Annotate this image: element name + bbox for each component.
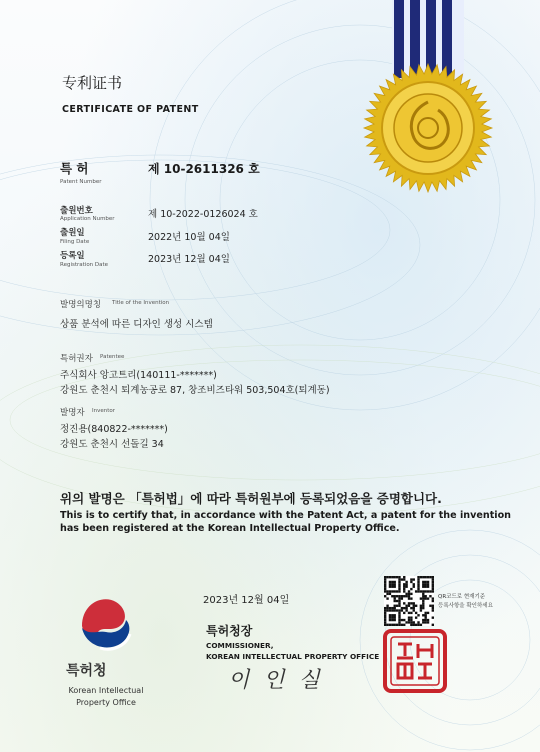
qr-module	[410, 616, 412, 618]
qr-module	[391, 607, 393, 609]
qr-module	[420, 576, 422, 578]
qr-module	[384, 621, 386, 623]
qr-module	[427, 590, 429, 592]
qr-module	[432, 590, 434, 592]
qr-module	[413, 607, 415, 609]
title-english: CERTIFICATE OF PATENT	[62, 104, 199, 115]
qr-module	[398, 614, 400, 616]
qr-module	[401, 607, 403, 609]
qr-module	[417, 578, 419, 580]
qr-module	[415, 624, 417, 626]
qr-module	[432, 624, 434, 626]
patent-label: 특 허	[60, 161, 89, 176]
qr-module	[405, 595, 407, 597]
registration-label: 등록일	[60, 251, 85, 261]
qr-module	[396, 590, 398, 592]
qr-module	[398, 578, 400, 580]
qr-module	[384, 590, 386, 592]
qr-module	[408, 602, 410, 604]
qr-module	[389, 593, 391, 595]
qr-module	[410, 588, 412, 590]
qr-module	[422, 619, 424, 621]
kipo-logo-icon	[72, 590, 138, 656]
official-stamp	[382, 628, 448, 694]
qr-module	[410, 621, 412, 623]
qr-module	[432, 616, 434, 618]
qr-module	[420, 607, 422, 609]
qr-module	[389, 590, 391, 592]
invention-title: 상품 분석에 따른 디자인 생성 시스템	[60, 319, 213, 330]
qr-module	[396, 624, 398, 626]
qr-module	[394, 581, 396, 583]
qr-module	[398, 597, 400, 599]
qr-module	[384, 588, 386, 590]
qr-module	[394, 605, 396, 607]
qr-module	[420, 624, 422, 626]
qr-module	[398, 602, 400, 604]
organization-name-en-line-1: Korean Intellectual	[68, 686, 144, 695]
qr-module	[427, 619, 429, 621]
qr-module	[408, 619, 410, 621]
qr-module	[394, 590, 396, 592]
qr-module	[413, 605, 415, 607]
patentee-label-en: Patentee	[100, 354, 125, 360]
qr-module	[391, 583, 393, 585]
qr-module	[394, 583, 396, 585]
qr-module	[391, 619, 393, 621]
commissioner-title-en-line-2: KOREAN INTELLECTUAL PROPERTY OFFICE	[206, 652, 380, 661]
qr-module	[415, 612, 417, 614]
qr-module	[422, 602, 424, 604]
inventor-name: 정진용(840822-*******)	[60, 424, 168, 435]
qr-module	[424, 614, 426, 616]
qr-module	[408, 605, 410, 607]
qr-module	[424, 619, 426, 621]
qr-module	[413, 624, 415, 626]
qr-module	[413, 586, 415, 588]
qr-module	[415, 590, 417, 592]
qr-module	[429, 590, 431, 592]
qr-module	[389, 624, 391, 626]
qr-module	[420, 609, 422, 611]
qr-module	[427, 612, 429, 614]
qr-module	[420, 605, 422, 607]
qr-module	[405, 581, 407, 583]
qr-module	[391, 609, 393, 611]
qr-module	[384, 616, 386, 618]
declaration-english-line-2: has been registered at the Korean Intellectual Property Office.	[60, 523, 400, 534]
qr-module	[391, 581, 393, 583]
qr-module	[405, 583, 407, 585]
qr-module	[424, 621, 426, 623]
qr-module	[432, 581, 434, 583]
qr-module	[394, 614, 396, 616]
qr-module	[389, 581, 391, 583]
qr-module	[410, 619, 412, 621]
inventor-label: 발명자	[60, 408, 85, 418]
qr-module	[403, 595, 405, 597]
qr-module	[398, 600, 400, 602]
qr-module	[394, 600, 396, 602]
qr-module	[405, 609, 407, 611]
qr-module	[432, 609, 434, 611]
qr-module	[398, 581, 400, 583]
qr-module	[391, 595, 393, 597]
qr-module	[410, 607, 412, 609]
qr-module	[424, 583, 426, 585]
qr-module	[432, 583, 434, 585]
qr-module	[403, 578, 405, 580]
qr-module	[398, 612, 400, 614]
qr-module	[417, 583, 419, 585]
qr-module	[422, 593, 424, 595]
qr-module	[389, 583, 391, 585]
qr-module	[424, 595, 426, 597]
qr-module	[398, 605, 400, 607]
qr-module	[398, 616, 400, 618]
qr-module	[415, 605, 417, 607]
qr-module	[432, 586, 434, 588]
qr-module	[389, 609, 391, 611]
qr-module	[403, 602, 405, 604]
qr-module	[424, 586, 426, 588]
seal-inner	[394, 94, 462, 162]
qr-module	[398, 588, 400, 590]
qr-module	[413, 578, 415, 580]
qr-module	[432, 607, 434, 609]
qr-module	[422, 607, 424, 609]
organization-name-en-line-2: Property Office	[76, 698, 136, 707]
qr-module	[384, 612, 386, 614]
qr-module	[413, 609, 415, 611]
qr-module	[391, 624, 393, 626]
qr-module	[422, 614, 424, 616]
qr-module	[391, 586, 393, 588]
qr-caption	[438, 593, 493, 611]
declaration-english-line-1: This is to certify that, in accordance with the Patent Act, a patent for the invention	[60, 510, 511, 521]
qr-module	[410, 581, 412, 583]
qr-module	[413, 583, 415, 585]
qr-module	[403, 576, 405, 578]
filing-label-en: Filing Date	[60, 239, 90, 245]
qr-module	[408, 590, 410, 592]
patentee-name: 주식회사 앙고트리(140111-*******)	[60, 370, 217, 381]
qr-module	[422, 583, 424, 585]
qr-module	[432, 576, 434, 578]
qr-module	[417, 581, 419, 583]
qr-module	[398, 590, 400, 592]
qr-caption-line-1: QR코드로 현재기준	[438, 594, 486, 600]
inventor-label-en: Inventor	[92, 408, 116, 414]
qr-module	[398, 583, 400, 585]
qr-module	[427, 581, 429, 583]
qr-module	[384, 595, 386, 597]
qr-module	[401, 619, 403, 621]
qr-module	[384, 578, 386, 580]
qr-module	[391, 576, 393, 578]
qr-module	[417, 590, 419, 592]
qr-module	[398, 609, 400, 611]
registration-label-en: Registration Date	[60, 262, 109, 268]
qr-module	[398, 576, 400, 578]
qr-module	[384, 586, 386, 588]
qr-module	[401, 578, 403, 580]
qr-module	[405, 621, 407, 623]
qr-module	[424, 597, 426, 599]
qr-module	[401, 597, 403, 599]
qr-module	[413, 621, 415, 623]
qr-module	[422, 581, 424, 583]
commissioner-signature: 이인실	[228, 668, 334, 693]
commissioner-title: 특허청장	[206, 624, 253, 638]
qr-module	[427, 576, 429, 578]
qr-module	[429, 605, 431, 607]
qr-module	[422, 605, 424, 607]
qr-module	[394, 597, 396, 599]
qr-module	[432, 588, 434, 590]
qr-module	[403, 586, 405, 588]
qr-module	[410, 578, 412, 580]
qr-module	[405, 593, 407, 595]
qr-module	[384, 581, 386, 583]
qr-module	[384, 619, 386, 621]
qr-module	[427, 586, 429, 588]
qr-module	[389, 614, 391, 616]
qr-module	[401, 595, 403, 597]
qr-module	[384, 607, 386, 609]
qr-module	[424, 616, 426, 618]
qr-module	[398, 621, 400, 623]
qr-module	[396, 600, 398, 602]
qr-module	[403, 607, 405, 609]
qr-module	[422, 586, 424, 588]
qr-module	[410, 597, 412, 599]
qr-module	[410, 602, 412, 604]
qr-module	[422, 597, 424, 599]
qr-module	[410, 624, 412, 626]
qr-module	[394, 607, 396, 609]
logo-red-swirl	[82, 599, 125, 635]
declaration-english	[60, 509, 511, 535]
qr-module	[420, 590, 422, 592]
application-label: 출원번호	[60, 206, 93, 216]
qr-module	[417, 576, 419, 578]
qr-module	[420, 597, 422, 599]
qr-module	[384, 609, 386, 611]
qr-module	[396, 576, 398, 578]
qr-module	[417, 621, 419, 623]
qr-module	[405, 607, 407, 609]
qr-module	[422, 595, 424, 597]
qr-module	[403, 590, 405, 592]
qr-module	[394, 576, 396, 578]
qr-module	[401, 609, 403, 611]
qr-module	[386, 609, 388, 611]
invention-label: 발명의명칭	[60, 300, 102, 310]
organization-name-ko: 특허청	[66, 663, 107, 679]
qr-module	[396, 609, 398, 611]
patentee-address: 강원도 춘천시 퇴계농공로 87, 창조비즈타워 503,504호(퇴계동)	[60, 385, 330, 396]
qr-module	[389, 576, 391, 578]
qr-module	[386, 593, 388, 595]
qr-module	[405, 605, 407, 607]
qr-module	[408, 593, 410, 595]
qr-module	[410, 593, 412, 595]
qr-module	[394, 595, 396, 597]
qr-module	[403, 619, 405, 621]
commissioner-title-en-line-1: COMMISSIONER,	[206, 641, 274, 650]
qr-module	[391, 616, 393, 618]
issue-date: 2023년 12월 04일	[203, 595, 290, 606]
qr-module	[408, 616, 410, 618]
filing-date: 2022년 10월 04일	[148, 232, 230, 243]
qr-module	[403, 612, 405, 614]
qr-module	[394, 624, 396, 626]
qr-module	[424, 581, 426, 583]
qr-module	[398, 619, 400, 621]
qr-module	[405, 586, 407, 588]
qr-module	[427, 583, 429, 585]
qr-module	[415, 616, 417, 618]
qr-module	[391, 590, 393, 592]
qr-module	[384, 583, 386, 585]
qr-module	[422, 590, 424, 592]
qr-module	[408, 621, 410, 623]
qr-module	[394, 616, 396, 618]
qr-module	[398, 624, 400, 626]
stamp-border	[385, 631, 445, 691]
qr-module	[403, 583, 405, 585]
qr-module	[417, 614, 419, 616]
qr-module	[403, 624, 405, 626]
qr-module	[389, 616, 391, 618]
patent-number: 제 10-2611326 호	[148, 162, 260, 176]
title-chinese: 专利证书	[62, 74, 123, 92]
qr-caption-line-2: 등록사항을 확인하세요	[438, 603, 493, 609]
qr-module	[417, 624, 419, 626]
declaration-korean: 위의 발명은 「특허법」에 따라 특허원부에 등록되었음을 증명합니다.	[60, 491, 442, 506]
filing-label: 출원일	[60, 228, 85, 238]
qr-module	[408, 597, 410, 599]
qr-module	[413, 602, 415, 604]
qr-module	[410, 612, 412, 614]
stamp-glyphs	[397, 644, 432, 678]
patentee-label: 특허권자	[60, 354, 93, 364]
qr-module	[386, 590, 388, 592]
qr-module	[386, 605, 388, 607]
qr-module	[391, 614, 393, 616]
qr-module	[394, 609, 396, 611]
qr-module	[422, 621, 424, 623]
qr-module	[386, 607, 388, 609]
qr-module	[403, 588, 405, 590]
qr-module	[394, 619, 396, 621]
qr-module	[408, 612, 410, 614]
qr-module	[386, 624, 388, 626]
qr-module	[384, 576, 386, 578]
qr-module	[424, 612, 426, 614]
qr-module	[422, 600, 424, 602]
qr-module	[398, 586, 400, 588]
application-number: 제 10-2022-0126024 호	[148, 209, 258, 220]
organization-name-en	[58, 685, 154, 709]
qr-module	[429, 595, 431, 597]
commissioner-title-en	[206, 640, 379, 662]
qr-module	[386, 597, 388, 599]
qr-module	[394, 586, 396, 588]
qr-code[interactable]	[384, 576, 434, 626]
gold-seal	[362, 62, 494, 194]
qr-module	[396, 595, 398, 597]
qr-module	[408, 595, 410, 597]
patent-label-en: Patent Number	[60, 179, 102, 185]
qr-module	[427, 597, 429, 599]
qr-module	[427, 621, 429, 623]
qr-module	[422, 576, 424, 578]
qr-module	[417, 586, 419, 588]
qr-module	[424, 576, 426, 578]
qr-module	[389, 607, 391, 609]
qr-module	[396, 605, 398, 607]
qr-module	[417, 588, 419, 590]
qr-module	[386, 576, 388, 578]
qr-module	[432, 597, 434, 599]
qr-module	[389, 619, 391, 621]
qr-module	[384, 624, 386, 626]
qr-module	[432, 578, 434, 580]
qr-module	[432, 605, 434, 607]
application-label-en: Application Number	[60, 216, 115, 222]
qr-module	[389, 586, 391, 588]
qr-module	[429, 576, 431, 578]
registration-date: 2023년 12월 04일	[148, 254, 230, 265]
qr-module	[401, 624, 403, 626]
qr-module	[432, 600, 434, 602]
qr-module	[398, 595, 400, 597]
inventor-address: 강원도 춘천시 선돌길 34	[60, 439, 164, 450]
qr-module	[384, 614, 386, 616]
invention-label-en: Title of the Invention	[112, 300, 170, 306]
qr-module	[424, 590, 426, 592]
